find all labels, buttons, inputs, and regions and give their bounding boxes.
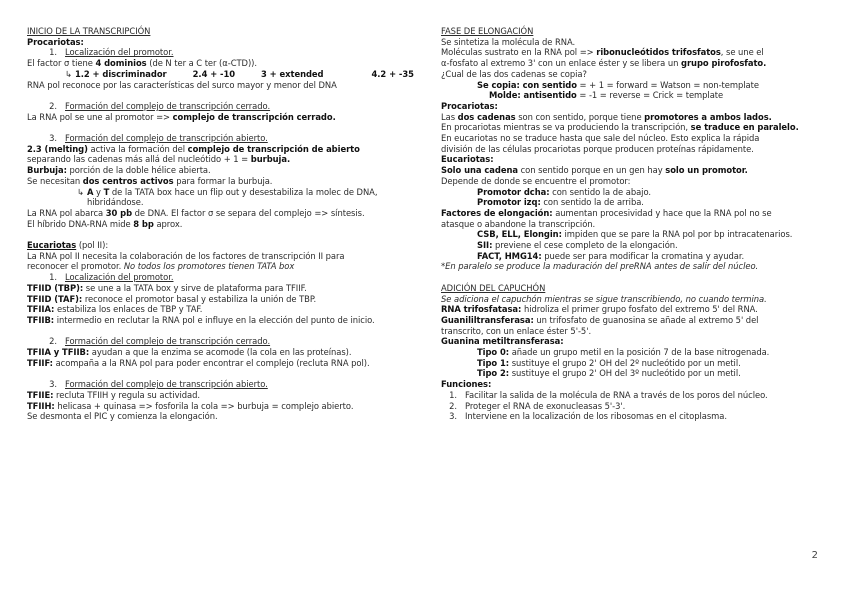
text-line: La RNA pol II necesita la colaboración de los factores de transcripción II para bbox=[27, 250, 345, 261]
heading-procariotas: Procariotas: bbox=[27, 36, 84, 47]
heading-funciones: Funciones: bbox=[441, 379, 492, 390]
text-line: Burbuja: porción de la doble hélice abierta. bbox=[27, 165, 211, 176]
section-title-capuchon: ADICIÓN DEL CAPUCHÓN bbox=[441, 282, 546, 293]
text-line: hibridándose. bbox=[87, 197, 144, 208]
left-column bbox=[27, 26, 414, 422]
text-line: transcrito, con un enlace éster 5'-5'. bbox=[441, 325, 592, 336]
text-line: Se desmonta el PIC y comienza la elongación. bbox=[27, 411, 218, 422]
text-line: Promotor izq: con sentido la de arriba. bbox=[477, 197, 644, 208]
factor-item: TFIIA: estabiliza los enlaces de TBP y TAF. bbox=[27, 304, 203, 315]
text-line: Se copia: con sentido = + 1 = forward = Watson = non-template bbox=[477, 79, 759, 90]
step-heading: 2. Formación del complejo de transcripción cerrado. bbox=[49, 336, 271, 347]
text-line: separando las cadenas más allá del nucleótido + 1 = burbuja. bbox=[27, 154, 291, 165]
section-title-inicio: INICIO DE LA TRANSCRIPCIÓN bbox=[27, 26, 151, 36]
factor-item: TFIIH: helicasa + quinasa => fosforila la cola => burbuja = complejo abierto. bbox=[27, 400, 354, 411]
factor-item: CSB, ELL, Elongin: impiden que se pare la RNA pol por bp intracatenarios. bbox=[477, 229, 793, 240]
text-line: RNA pol reconoce por las características del surco mayor y menor del DNA bbox=[27, 79, 337, 90]
text-line: Se sintetiza la molécula de RNA. bbox=[441, 36, 576, 47]
factor-item: TFIIE: recluta TFIIH y regula su actividad. bbox=[27, 389, 200, 400]
text-line: Depende de donde se encuentre el promotor: bbox=[441, 175, 631, 186]
step-heading: 1. Localización del promotor. bbox=[49, 272, 174, 283]
type-item: Tipo 0: añade un grupo metil en la posición 7 de la base nitrogenada. bbox=[477, 347, 770, 358]
step-heading: 1. Localización del promotor. bbox=[49, 47, 174, 58]
note-line: *En paralelo se produce la maduración del preRNA antes de salir del núcleo. bbox=[441, 261, 759, 272]
text-line: Factores de elongación: aumentan procesividad y hace que la RNA pol no se bbox=[441, 207, 772, 218]
text-line: Promotor dcha: con sentido la de abajo. bbox=[477, 186, 651, 197]
factor-item: TFIID (TAF): reconoce el promotor basal y estabiliza la unión de TBP. bbox=[27, 293, 317, 304]
factor-item: TFIIA y TFIIB: ayudan a que la enzima se acomode (la cola en las proteínas). bbox=[27, 347, 352, 358]
text-line: Molde: antisentido = -1 = reverse = Crick = template bbox=[489, 90, 724, 101]
list-item: 2. Proteger el RNA de exonucleasas 5'-3'. bbox=[449, 400, 626, 411]
text-line: división de las células procariotas porque producen proteínas rápidamente. bbox=[441, 143, 754, 154]
heading-procariotas: Procariotas: bbox=[441, 100, 498, 111]
type-item: Tipo 2: sustituye el grupo 2' OH del 3º nucleótido por un metil. bbox=[477, 368, 741, 379]
text-line: Guanililtransferasa: un trifosfato de guanosina se añade al extremo 5' del bbox=[441, 314, 759, 325]
step-heading: 3. Formación del complejo de transcripción abierto. bbox=[49, 379, 268, 390]
step-heading: 3. Formación del complejo de transcripción abierto. bbox=[49, 133, 268, 143]
text-line: Guanina metiltransferasa: bbox=[441, 336, 564, 347]
text-line: reconocer el promotor. No todos los promotores tienen TATA box bbox=[27, 261, 295, 272]
text-line: En procariotas mientras se va produciendo la transcripción, se traduce en paralelo. bbox=[441, 122, 799, 133]
factor-item: TFIIB: intermedio en reclutar la RNA pol e influye en la elección del punto de inicio. bbox=[27, 314, 375, 325]
factor-item: SII: previene el cese completo de la elongación. bbox=[477, 240, 678, 251]
heading-eucariotas: Eucariotas: bbox=[441, 154, 494, 165]
text-line: Se necesitan dos centros activos para formar la burbuja. bbox=[27, 175, 273, 186]
text-line: Solo una cadena con sentido porque en un gen hay solo un promotor. bbox=[441, 165, 748, 176]
text-line: Moléculas sustrato en la RNA pol => ribonucleótidos trifosfatos, se une el bbox=[441, 47, 764, 58]
text-line: El híbrido DNA-RNA mide 8 bp aprox. bbox=[27, 218, 183, 229]
text-line: En eucariotas no se traduce hasta que sale del núcleo. Esto explica la rápida bbox=[441, 133, 760, 144]
list-item: 1. Facilitar la salida de la molécula de RNA a través de los poros del núcleo. bbox=[449, 389, 768, 400]
text-line: RNA trifosfatasa: hidroliza el primer grupo fosfato del extremo 5' del RNA. bbox=[441, 304, 758, 315]
text-line: Las dos cadenas son con sentido, porque tiene promotores a ambos lados. bbox=[441, 111, 772, 122]
text-line: atasque o abandone la transcripción. bbox=[441, 218, 596, 229]
text-line: α-fosfato al extremo 3' con un enlace éster y se libera un grupo pirofosfato. bbox=[441, 58, 767, 69]
step-heading: 2. Formación del complejo de transcripción cerrado. bbox=[49, 100, 271, 111]
heading-eucariotas: Eucariotas (pol II): bbox=[27, 240, 109, 251]
right-column bbox=[441, 26, 819, 422]
text-line: La RNA pol se une al promotor => complejo de transcripción cerrado. bbox=[27, 111, 336, 122]
text-line: Se adiciona el capuchón mientras se sigue transcribiendo, no cuando termina. bbox=[441, 293, 767, 304]
factor-item: TFIIF: acompaña a la RNA pol para poder encontrar el complejo (recluta RNA pol). bbox=[27, 357, 370, 368]
page-number: 2 bbox=[811, 550, 818, 561]
type-item: Tipo 1: sustituye el grupo 2' OH del 2º nucleótido por un metil. bbox=[477, 357, 741, 368]
domain-list: ↳ 1.2 + discriminador 2.4 + -10 3 + extended 4.2 + -35 bbox=[65, 68, 414, 79]
text-line: ¿Cual de las dos cadenas se copia? bbox=[441, 68, 587, 79]
section-title-elongacion: FASE DE ELONGACIÓN bbox=[441, 26, 534, 36]
factor-item: FACT, HMG14: puede ser para modificar la cromatina y ayudar. bbox=[477, 250, 745, 261]
list-item: 3. Interviene en la localización de los ribosomas en el citoplasma. bbox=[449, 411, 727, 422]
arrow-icon: ↳ bbox=[77, 186, 84, 197]
text-line: La RNA pol abarca 30 pb de DNA. El factor σ se separa del complejo => síntesis. bbox=[27, 207, 365, 218]
arrow-icon: ↳ bbox=[65, 68, 72, 79]
text-line: 2.3 (melting) activa la formación del complejo de transcripción de abierto bbox=[27, 143, 360, 154]
text-line: ↳ A y T de la TATA box hace un flip out y desestabiliza la molec de DNA, bbox=[77, 186, 378, 197]
text-line: El factor σ tiene 4 dominios (de N ter a C ter (α-CTD)). bbox=[27, 58, 258, 69]
factor-item: TFIID (TBP): se une a la TATA box y sirve de plataforma para TFIIF. bbox=[27, 282, 307, 293]
